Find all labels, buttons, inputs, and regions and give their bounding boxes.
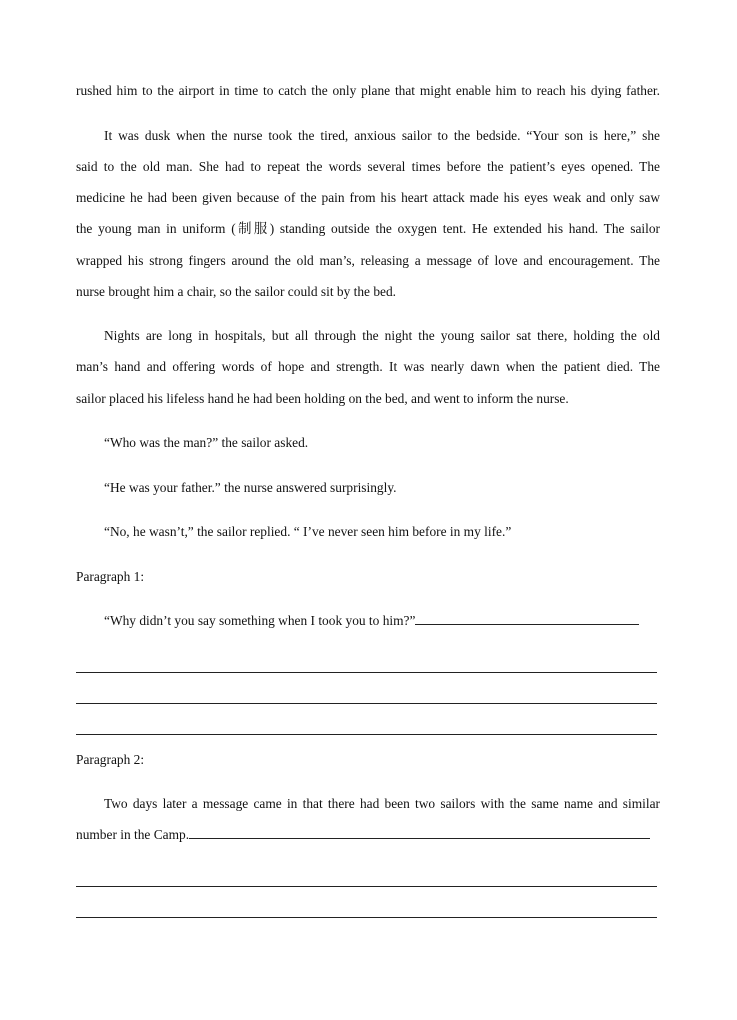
answer-line[interactable] [76,672,657,673]
dialogue-line: “Who was the man?” the sailor asked. [104,435,309,450]
paragraph1-label: Paragraph 1: [76,569,145,584]
answer-blank[interactable] [415,623,639,625]
answer-line[interactable] [76,886,657,887]
paragraph2-starter-end: number in the Camp. [76,827,190,842]
story-line: nurse brought him a chair, so the sailor could sit by the bed. [76,284,397,299]
answer-line[interactable] [76,703,657,704]
story-line: the young man in uniform (制服) standing outside the oxygen tent. He extended his hand. The sailor [76,221,660,236]
story-line: Nights are long in hospitals, but all through the night the young sailor sat there, holding the old [104,328,660,343]
story-line: medicine he had been given because of the pain from his heart attack made his eyes weak and only saw [76,190,660,205]
paragraph1-starter-row [104,612,639,630]
paragraph2-label: Paragraph 2: [76,752,145,767]
answer-line[interactable] [76,917,657,918]
answer-blank[interactable] [189,837,650,839]
story-line: said to the old man. She had to repeat the words several times before the patient’s eyes opened. The [76,159,660,174]
paragraph2-starter-row [76,826,650,844]
paragraph2-starter-line: Two days later a message came in that there had been two sailors with the same name and similar [104,796,660,811]
story-line: sailor placed his lifeless hand he had been holding on the bed, and went to inform the nurse. [76,391,569,406]
dialogue-line: “No, he wasn’t,” the sailor replied. “ I’ve never seen him before in my life.” [104,524,512,539]
story-line: rushed him to the airport in time to catch the only plane that might enable him to reach his dying father. [76,83,660,98]
story-line: It was dusk when the nurse took the tired, anxious sailor to the bedside. “Your son is here,” she [104,128,660,143]
dialogue-line: “He was your father.” the nurse answered surprisingly. [104,480,397,495]
answer-line[interactable] [76,734,657,735]
story-line: wrapped his strong fingers around the old man’s, releasing a message of love and encouragement. The [76,253,660,268]
paragraph1-starter: “Why didn’t you say something when I took you to him?” [104,613,416,628]
story-line: man’s hand and offering words of hope and strength. It was nearly dawn when the patient died. The [76,359,660,374]
